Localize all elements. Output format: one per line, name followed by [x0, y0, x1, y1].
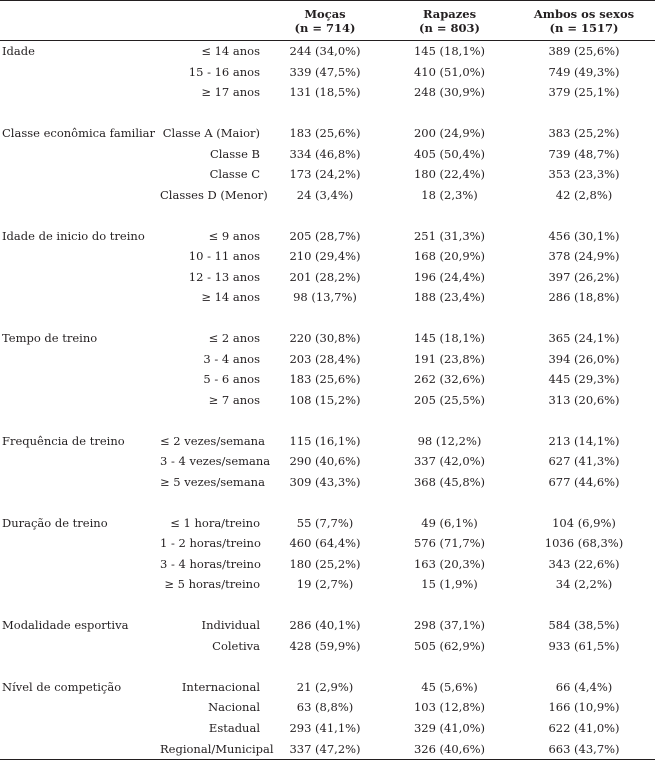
boys-value: 262 (32,6%)	[413, 372, 486, 387]
category-label: Regional/Municipal	[160, 738, 264, 760]
boys-value: 168 (20,9%)	[413, 249, 486, 264]
header-blank	[0, 1, 160, 22]
table-row	[0, 533, 655, 554]
variable-label	[0, 574, 160, 595]
category-label: ≥ 7 anos	[208, 392, 260, 407]
table-row	[0, 328, 655, 349]
girls-value: 131 (18,5%)	[289, 85, 361, 100]
both-value: 378 (24,9%)	[548, 249, 620, 264]
header-blank	[160, 21, 264, 41]
boys-value: 326 (40,6%)	[386, 738, 513, 760]
both-value: 34 (2,2%)	[555, 577, 613, 592]
girls-value: 337 (47,2%)	[264, 738, 386, 760]
category-label: 5 - 6 anos	[203, 372, 260, 387]
table-row	[0, 349, 655, 370]
girls-value: 244 (34,0%)	[289, 44, 361, 59]
girls-value: 210 (29,4%)	[289, 249, 361, 264]
table-row	[0, 226, 655, 247]
spacer-cell	[0, 656, 655, 677]
table-row	[0, 164, 655, 185]
category-label: 3 - 4 vezes/semana	[160, 454, 271, 469]
boys-value: 505 (62,9%)	[413, 638, 486, 653]
variable-label	[0, 287, 160, 308]
both-value: 584 (38,5%)	[548, 618, 620, 633]
girls-value: 55 (7,7%)	[296, 515, 354, 530]
boys-value: 145 (18,1%)	[413, 331, 486, 346]
variable-label	[0, 267, 160, 288]
category-label: ≤ 9 anos	[208, 228, 260, 243]
both-value: 379 (25,1%)	[548, 85, 620, 100]
category-label: ≥ 5 horas/treino	[164, 577, 260, 592]
boys-value: 298 (37,1%)	[413, 618, 486, 633]
both-value: 313 (20,6%)	[548, 392, 620, 407]
table-row	[0, 451, 655, 472]
header-blank	[0, 21, 160, 41]
header-both: Ambos os sexos	[513, 1, 655, 22]
girls-value: 19 (2,7%)	[296, 577, 354, 592]
table-row	[0, 677, 655, 698]
variable-label: Classe econômica familiar	[2, 126, 156, 141]
table-row	[0, 41, 655, 62]
header-girls: Moças	[264, 1, 386, 22]
table-row	[0, 513, 655, 534]
variable-label	[0, 451, 160, 472]
variable-label	[0, 738, 160, 760]
header-blank	[160, 1, 264, 22]
both-value: 66 (4,4%)	[555, 679, 613, 694]
group-spacer	[0, 103, 655, 124]
table-row	[0, 369, 655, 390]
boys-value: 251 (31,3%)	[413, 228, 486, 243]
girls-value: 183 (25,6%)	[289, 126, 361, 141]
both-value: 445 (29,3%)	[548, 372, 620, 387]
boys-value: 205 (25,5%)	[413, 392, 486, 407]
variable-label	[0, 636, 160, 657]
header-boys: Rapazes	[386, 1, 513, 22]
variable-label	[0, 390, 160, 411]
table-row	[0, 615, 655, 636]
table-row	[0, 123, 655, 144]
girls-value: 428 (59,9%)	[289, 638, 361, 653]
table-row	[0, 62, 655, 83]
girls-value: 98 (13,7%)	[293, 290, 357, 305]
category-label: Individual	[201, 618, 260, 633]
both-value: 739 (48,7%)	[548, 146, 620, 161]
boys-value: 18 (2,3%)	[421, 187, 478, 202]
group-spacer	[0, 492, 655, 513]
both-value: 397 (26,2%)	[548, 269, 620, 284]
table-row	[0, 287, 655, 308]
spacer-cell	[0, 595, 655, 616]
category-label: ≤ 1 hora/treino	[170, 515, 260, 530]
header-n-boys: (n = 803)	[386, 21, 513, 41]
variable-label	[0, 82, 160, 103]
girls-value: 293 (41,1%)	[289, 720, 361, 735]
boys-value: 248 (30,9%)	[413, 85, 486, 100]
both-value: 166 (10,9%)	[548, 700, 620, 715]
table-row	[0, 472, 655, 493]
both-value: 353 (23,3%)	[548, 167, 620, 182]
girls-value: 460 (64,4%)	[289, 536, 361, 551]
variable-label: Tempo de treino	[2, 331, 98, 346]
category-label: Coletiva	[212, 638, 260, 653]
both-value: 42 (2,8%)	[555, 187, 613, 202]
girls-value: 286 (40,1%)	[289, 618, 361, 633]
girls-value: 290 (40,6%)	[289, 454, 361, 469]
girls-value: 183 (25,6%)	[289, 372, 361, 387]
girls-value: 180 (25,2%)	[289, 556, 361, 571]
boys-value: 98 (12,2%)	[417, 433, 482, 448]
boys-value: 329 (41,0%)	[413, 720, 486, 735]
category-label: Estadual	[208, 720, 260, 735]
both-value: 213 (14,1%)	[548, 433, 620, 448]
boys-value: 368 (45,8%)	[413, 474, 486, 489]
both-value: 456 (30,1%)	[548, 228, 620, 243]
category-label: 15 - 16 anos	[188, 64, 260, 79]
header-n-both: (n = 1517)	[513, 21, 655, 41]
both-value: 933 (61,5%)	[548, 638, 620, 653]
category-label: Nacional	[208, 700, 260, 715]
table-row	[0, 144, 655, 165]
both-value: 389 (25,6%)	[548, 44, 620, 59]
variable-label: Frequência de treino	[2, 433, 125, 448]
boys-value: 200 (24,9%)	[413, 126, 486, 141]
table-row	[0, 574, 655, 595]
boys-value: 405 (50,4%)	[413, 146, 486, 161]
group-spacer	[0, 410, 655, 431]
group-spacer	[0, 308, 655, 329]
boys-value: 180 (22,4%)	[413, 167, 486, 182]
table-header	[0, 1, 655, 41]
category-label: Classe A (Maior)	[162, 126, 260, 141]
boys-value: 15 (1,9%)	[421, 577, 478, 592]
both-value: 343 (22,6%)	[548, 556, 620, 571]
variable-label: Idade de inicio do treino	[2, 228, 145, 243]
spacer-cell	[0, 103, 655, 124]
table-row	[0, 82, 655, 103]
variable-label	[0, 62, 160, 83]
variable-label: Idade	[2, 44, 35, 59]
category-label: ≥ 14 anos	[201, 290, 260, 305]
variable-label	[0, 185, 160, 206]
both-value: 627 (41,3%)	[548, 454, 620, 469]
variable-label	[0, 144, 160, 165]
both-value: 749 (49,3%)	[548, 64, 620, 79]
girls-value: 24 (3,4%)	[296, 187, 354, 202]
boys-value: 103 (12,8%)	[413, 700, 486, 715]
group-spacer	[0, 656, 655, 677]
boys-value: 49 (6,1%)	[421, 515, 478, 530]
girls-value: 201 (28,2%)	[289, 269, 361, 284]
girls-value: 63 (8,8%)	[296, 700, 354, 715]
category-label: ≤ 14 anos	[201, 44, 260, 59]
girls-value: 203 (28,4%)	[289, 351, 361, 366]
table-row	[0, 267, 655, 288]
category-label: 3 - 4 anos	[203, 351, 260, 366]
category-label: 3 - 4 horas/treino	[160, 556, 261, 571]
boys-value: 163 (20,3%)	[413, 556, 486, 571]
boys-value: 337 (42,0%)	[413, 454, 486, 469]
boys-value: 196 (24,4%)	[413, 269, 486, 284]
category-label: Classes D (Menor)	[160, 187, 268, 202]
both-value: 622 (41,0%)	[548, 720, 620, 735]
both-value: 394 (26,0%)	[548, 351, 620, 366]
both-value: 383 (25,2%)	[548, 126, 620, 141]
variable-label	[0, 164, 160, 185]
girls-value: 220 (30,8%)	[289, 331, 361, 346]
table-row	[0, 185, 655, 206]
both-value: 104 (6,9%)	[552, 515, 616, 530]
category-label: Classe C	[209, 167, 260, 182]
table-row	[0, 718, 655, 739]
variable-label	[0, 533, 160, 554]
girls-value: 173 (24,2%)	[289, 167, 361, 182]
table-row	[0, 246, 655, 267]
spacer-cell	[0, 492, 655, 513]
category-label: Classe B	[209, 146, 260, 161]
variable-label	[0, 349, 160, 370]
girls-value: 205 (28,7%)	[289, 228, 361, 243]
girls-value: 21 (2,9%)	[296, 679, 354, 694]
group-spacer	[0, 205, 655, 226]
table-row	[0, 636, 655, 657]
group-spacer	[0, 595, 655, 616]
variable-label: Duração de treino	[2, 515, 108, 530]
girls-value: 309 (43,3%)	[289, 474, 361, 489]
table-row	[0, 697, 655, 718]
spacer-cell	[0, 205, 655, 226]
both-value: 677 (44,6%)	[548, 474, 620, 489]
both-value: 286 (18,8%)	[548, 290, 620, 305]
header-n-girls: (n = 714)	[264, 21, 386, 41]
boys-value: 576 (71,7%)	[413, 536, 486, 551]
category-label: 10 - 11 anos	[188, 249, 260, 264]
category-label: ≤ 2 vezes/semana	[160, 433, 265, 448]
variable-label	[0, 554, 160, 575]
variable-label	[0, 472, 160, 493]
table-row	[0, 554, 655, 575]
table-row	[0, 390, 655, 411]
category-label: Internacional	[181, 679, 260, 694]
boys-value: 191 (23,8%)	[413, 351, 486, 366]
girls-value: 334 (46,8%)	[289, 146, 361, 161]
spacer-cell	[0, 308, 655, 329]
category-label: ≤ 2 anos	[208, 331, 260, 346]
boys-value: 188 (23,4%)	[413, 290, 486, 305]
boys-value: 45 (5,6%)	[421, 679, 478, 694]
both-value: 365 (24,1%)	[548, 331, 620, 346]
variable-label	[0, 697, 160, 718]
both-value: 1036 (68,3%)	[544, 536, 624, 551]
girls-value: 115 (16,1%)	[289, 433, 361, 448]
boys-value: 145 (18,1%)	[413, 44, 486, 59]
variable-label	[0, 246, 160, 267]
variable-label: Nível de competição	[2, 679, 122, 694]
table-row	[0, 431, 655, 452]
table-row	[0, 738, 655, 760]
girls-value: 108 (15,2%)	[289, 392, 361, 407]
category-label: ≥ 5 vezes/semana	[160, 474, 265, 489]
category-label: ≥ 17 anos	[201, 85, 260, 100]
girls-value: 339 (47,5%)	[289, 64, 361, 79]
variable-label	[0, 718, 160, 739]
variable-label: Modalidade esportiva	[2, 618, 129, 633]
table-body	[0, 41, 655, 760]
variable-label	[0, 369, 160, 390]
both-value: 663 (43,7%)	[513, 738, 655, 760]
category-label: 1 - 2 horas/treino	[160, 536, 261, 551]
category-label: 12 - 13 anos	[188, 269, 260, 284]
spacer-cell	[0, 410, 655, 431]
boys-value: 410 (51,0%)	[413, 64, 486, 79]
